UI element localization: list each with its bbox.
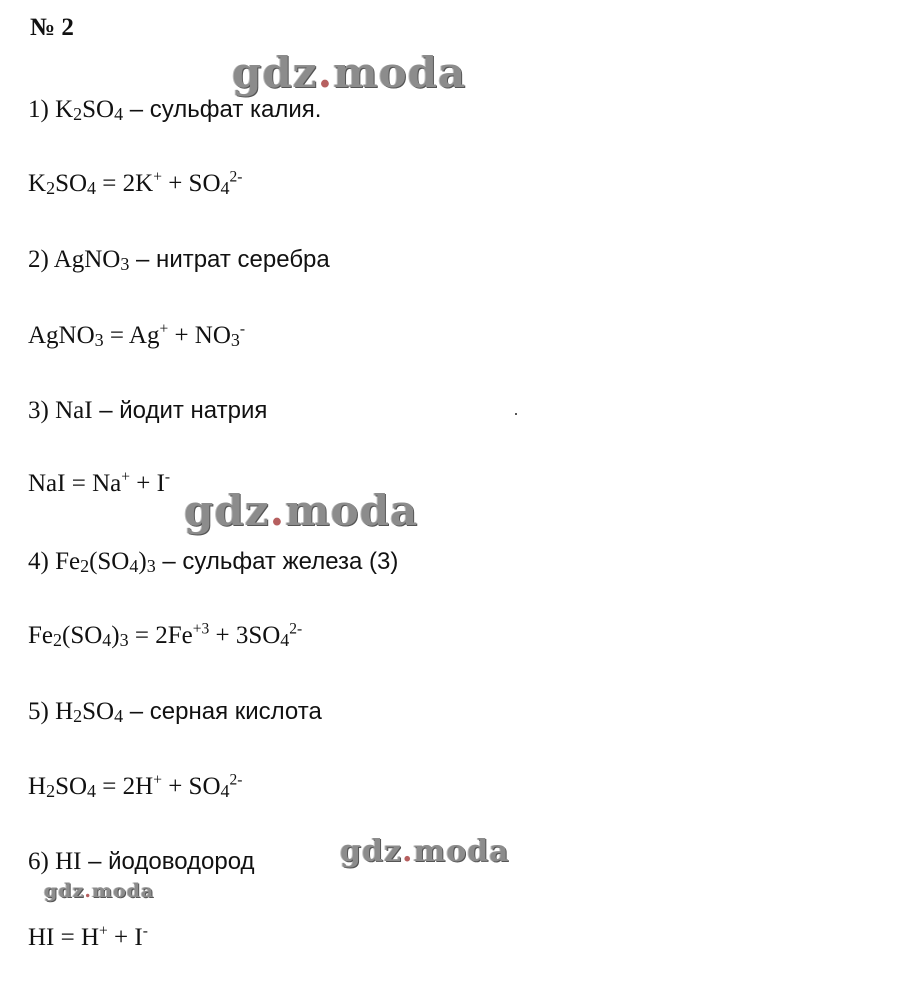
compound-name: – йодоводород: [81, 848, 255, 875]
stray-dot: [515, 413, 517, 415]
formula-text: K: [55, 96, 74, 123]
superscript: +: [121, 468, 130, 486]
subscript: 2: [73, 104, 83, 125]
formula-text: = Ag: [103, 322, 160, 349]
dissociation-equation-hydrogen-iodide: [28, 924, 148, 952]
superscript: +: [153, 168, 162, 186]
watermark-text: moda: [413, 834, 510, 869]
subscript: 4: [87, 178, 97, 199]
watermark-logo: [44, 880, 154, 902]
formula-text: SO: [82, 698, 115, 725]
compound-name: – нитрат серебра: [129, 246, 330, 273]
watermark-text: gdz: [44, 880, 85, 902]
superscript: 2-: [289, 620, 303, 638]
superscript: +3: [192, 620, 210, 638]
superscript: 2-: [229, 168, 243, 186]
subscript: 3: [94, 330, 104, 351]
answer-line-potassium-sulfate: [28, 96, 321, 124]
formula-text: + SO: [161, 773, 221, 800]
formula-text: ): [111, 622, 120, 649]
item-number: 6): [28, 848, 56, 875]
answer-line-silver-nitrate: [28, 246, 330, 274]
subscript: 2: [73, 706, 83, 727]
compound-name: – сульфат калия.: [123, 96, 322, 123]
superscript: -: [164, 468, 171, 486]
formula-text: = 2H: [96, 773, 154, 800]
superscript: +: [159, 320, 169, 338]
subscript: 2: [53, 630, 62, 651]
answer-line-sodium-iodide: [28, 397, 267, 425]
answer-line-iron-sulfate: [28, 548, 398, 576]
formula-text: HI: [55, 848, 82, 875]
subscript: 4: [220, 781, 230, 802]
formula-text: K: [28, 170, 47, 197]
formula-text: H: [55, 698, 74, 725]
task-number-heading: № 2: [30, 14, 74, 41]
formula-text: + I: [129, 470, 165, 497]
superscript: -: [142, 922, 148, 940]
watermark-text: moda: [333, 48, 467, 97]
formula-text: ): [138, 548, 147, 575]
subscript: 3: [119, 630, 129, 651]
compound-name: – серная кислота: [123, 698, 322, 725]
subscript: 2: [80, 556, 90, 577]
compound-name: – сульфат железа (3): [155, 548, 399, 575]
item-number: 1): [28, 96, 56, 123]
formula-text: (SO: [62, 622, 103, 649]
item-number: 2): [28, 246, 54, 273]
item-number: 5): [28, 698, 56, 725]
dissociation-equation-sulfuric-acid: [28, 773, 242, 801]
formula-text: H: [28, 773, 47, 800]
compound-name: – йодит натрия: [92, 397, 268, 424]
watermark-text: moda: [285, 486, 419, 535]
formula-text: (SO: [89, 548, 130, 575]
subscript: 4: [114, 706, 124, 727]
subscript: 3: [146, 556, 156, 577]
answer-line-hydrogen-iodide: [28, 848, 255, 876]
formula-text: SO: [55, 170, 88, 197]
formula-text: = 2Fe: [128, 622, 193, 649]
watermark-text: gdz: [232, 48, 318, 97]
subscript: 2: [46, 178, 56, 199]
superscript: +: [153, 771, 162, 789]
subscript: 3: [230, 330, 240, 351]
formula-text: SO: [55, 773, 88, 800]
subscript: 3: [120, 254, 130, 275]
subscript: 4: [129, 556, 139, 577]
watermark-text: gdz: [340, 834, 402, 869]
answer-line-sulfuric-acid: [28, 698, 322, 726]
dissociation-equation-sodium-iodide: [28, 470, 170, 498]
formula-text: + NO: [168, 322, 231, 349]
subscript: 4: [102, 630, 112, 651]
formula-text: AgNO: [28, 322, 95, 349]
watermark-text: moda: [92, 880, 155, 902]
subscript: 2: [46, 781, 56, 802]
formula-text: = 2K: [96, 170, 154, 197]
subscript: 4: [220, 178, 230, 199]
watermark-dot: .: [269, 486, 286, 535]
formula-text: Fe: [28, 622, 53, 649]
formula-text: NaI = Na: [28, 470, 122, 497]
dissociation-equation-silver-nitrate: [28, 322, 245, 350]
formula-text: SO: [82, 96, 115, 123]
watermark-dot: .: [402, 834, 414, 869]
subscript: 4: [280, 630, 290, 651]
item-number: 3): [28, 397, 56, 424]
watermark-text: gdz: [184, 486, 270, 535]
formula-text: NaI: [55, 397, 93, 424]
subscript: 4: [114, 104, 124, 125]
superscript: -: [239, 320, 246, 338]
watermark-dot: .: [317, 48, 334, 97]
watermark-dot: .: [84, 880, 92, 902]
subscript: 4: [87, 781, 97, 802]
dissociation-equation-iron-sulfate: [28, 622, 302, 650]
formula-text: Fe: [55, 548, 81, 575]
superscript: 2-: [229, 771, 243, 789]
dissociation-equation-potassium-sulfate: [28, 170, 242, 198]
formula-text: + 3SO: [209, 622, 281, 649]
watermark-logo: [232, 48, 466, 97]
watermark-logo: [340, 834, 510, 869]
formula-text: HI = H: [28, 924, 100, 951]
formula-text: + I: [107, 924, 143, 951]
superscript: +: [99, 922, 108, 940]
watermark-logo: [184, 486, 418, 535]
item-number: 4): [28, 548, 56, 575]
formula-text: + SO: [161, 170, 221, 197]
formula-text: AgNO: [53, 246, 121, 273]
